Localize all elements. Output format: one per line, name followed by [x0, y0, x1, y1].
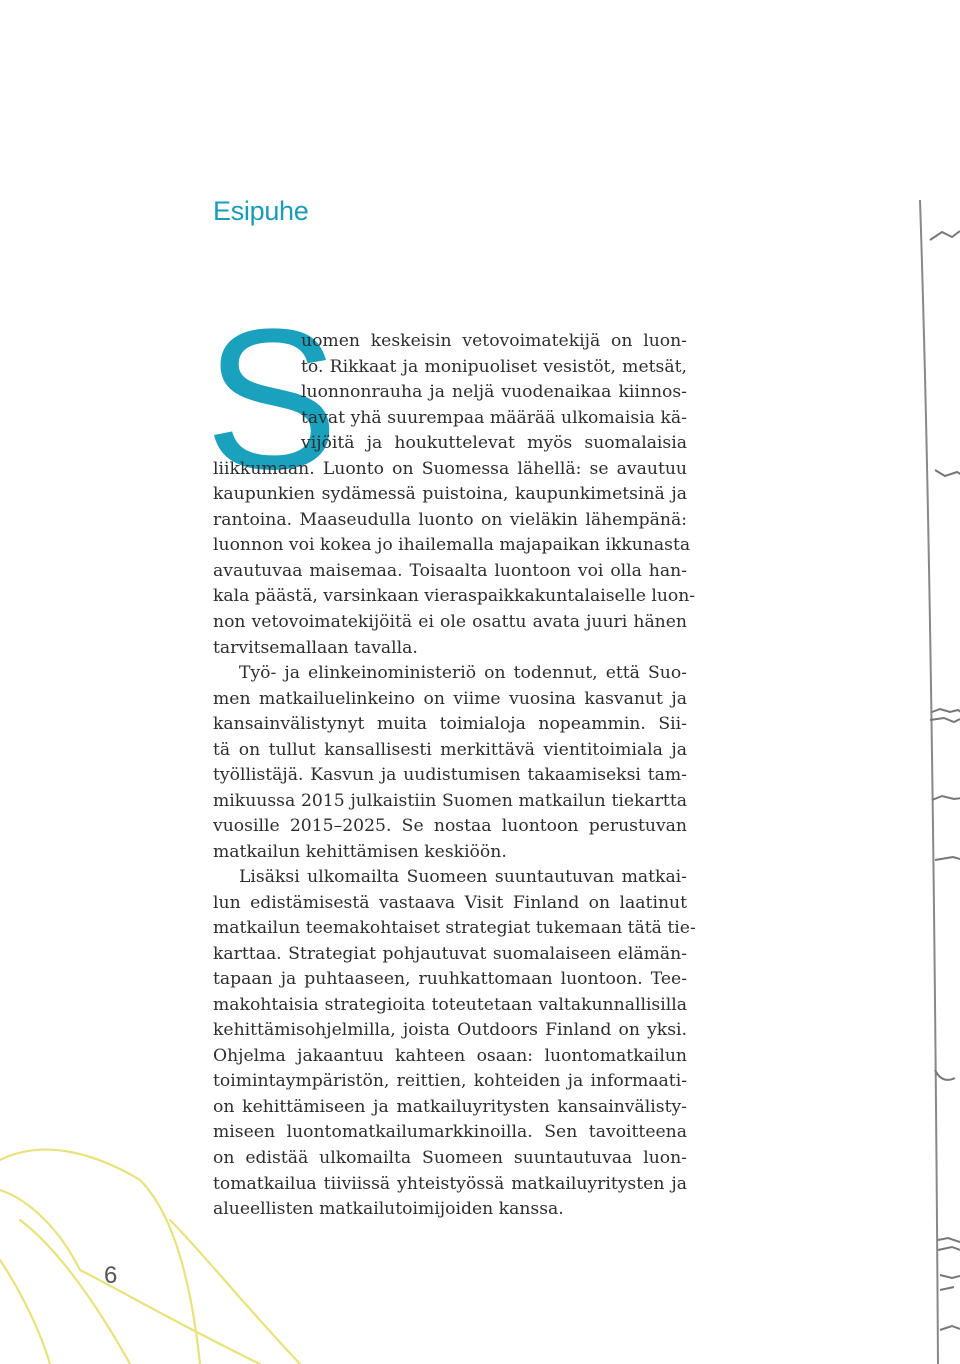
text-line: toimintaympäristön, reittien, kohteiden ja informaati-	[213, 1071, 687, 1092]
text-line: Työ- ja elinkeinoministeriö on todennut, että Suo-	[239, 663, 687, 683]
text-line: luonnonrauha ja neljä vuodenaikaa kiinnos-	[301, 382, 687, 403]
birch-trunk-illustration	[880, 0, 960, 1364]
drop-cap: S	[205, 288, 339, 511]
text-line: kaupunkien sydämessä puistoina, kaupunkimetsinä ja	[213, 484, 687, 505]
text-line: tä on tullut kansallisesti merkittävä vientitoimiala ja	[213, 739, 687, 760]
page-title: Esipuhe	[213, 196, 309, 226]
text-line: kansainvälistynyt muita toimialoja nopeammin. Sii-	[213, 714, 687, 735]
text-line: luonnon voi kokea jo ihailemalla majapaikan ikkunasta	[213, 535, 691, 556]
text-line: tavat yhä suurempaa määrää ulkomaisia kä-	[301, 407, 687, 428]
text-line: karttaa. Strategiat pohjautuvat suomalaiseen elämän-	[213, 943, 687, 964]
paragraph-2	[213, 661, 687, 865]
text-line: on kehittämiseen ja matkailuyritysten kansainvälisty-	[213, 1096, 687, 1117]
text-line: matkailun kehittämisen keskiöön.	[213, 841, 507, 862]
text-line: alueellisten matkailutoimijoiden kanssa.	[213, 1199, 564, 1220]
text-line: on edistää ulkomailta Suomeen suuntautuvaa luon-	[213, 1148, 687, 1169]
text-line: uomen keskeisin vetovoimatekijä on luon-	[301, 331, 687, 351]
text-line: vuosille 2015–2025. Se nostaa luontoon perustuvan	[213, 816, 687, 837]
text-line: tomatkailua tiiviissä yhteistyössä matkailuyritysten ja	[213, 1173, 687, 1194]
page-number: 6	[104, 1262, 118, 1289]
text-line: makohtaisia strategioita toteutetaan valtakunnallisilla	[213, 994, 687, 1015]
paragraph-1	[213, 329, 696, 661]
text-line: kala päästä, varsinkaan vieraspaikkakuntalaiselle luon-	[213, 586, 696, 607]
text-line: mikuussa 2015 julkaistiin Suomen matkailun tiekartta	[213, 790, 687, 811]
text-line: tarvitsemallaan tavalla.	[213, 637, 418, 658]
text-line: avautuvaa maisemaa. Toisaalta luontoon voi olla han-	[213, 560, 687, 581]
text-line: Lisäksi ulkomailta Suomeen suuntautuvan matkai-	[239, 867, 687, 887]
text-line: vijöitä ja houkuttelevat myös suomalaisia	[301, 433, 687, 454]
text-line: men matkailuelinkeino on viime vuosina kasvanut ja	[213, 688, 687, 709]
text-line: liikkumaan. Luonto on Suomessa lähellä: se avautuu	[213, 458, 687, 479]
decorative-line-art	[0, 1120, 420, 1364]
text-line: to. Rikkaat ja monipuoliset vesistöt, metsät,	[301, 356, 687, 377]
text-line: tapaan ja puhtaaseen, ruuhkattomaan luontoon. Tee-	[213, 969, 687, 990]
text-line: kehittämisohjelmilla, joista Outdoors Finland on yksi.	[213, 1020, 687, 1041]
text-line: työllistäjä. Kasvun ja uudistumisen takaamiseksi tam-	[213, 765, 687, 786]
text-line: lun edistämisestä vastaava Visit Finland on laatinut	[213, 892, 687, 913]
text-line: matkailun teemakohtaiset strategiat tukemaan tätä tie-	[213, 918, 696, 939]
text-line: rantoina. Maaseudulla luonto on vieläkin lähempänä:	[213, 509, 687, 530]
text-line: non vetovoimatekijöitä ei ole osattu avata juuri hänen	[213, 612, 687, 633]
text-line: miseen luontomatkailumarkkinoilla. Sen tavoitteena	[213, 1122, 687, 1143]
text-line: Ohjelma jakaantuu kahteen osaan: luontomatkailun	[213, 1045, 687, 1066]
